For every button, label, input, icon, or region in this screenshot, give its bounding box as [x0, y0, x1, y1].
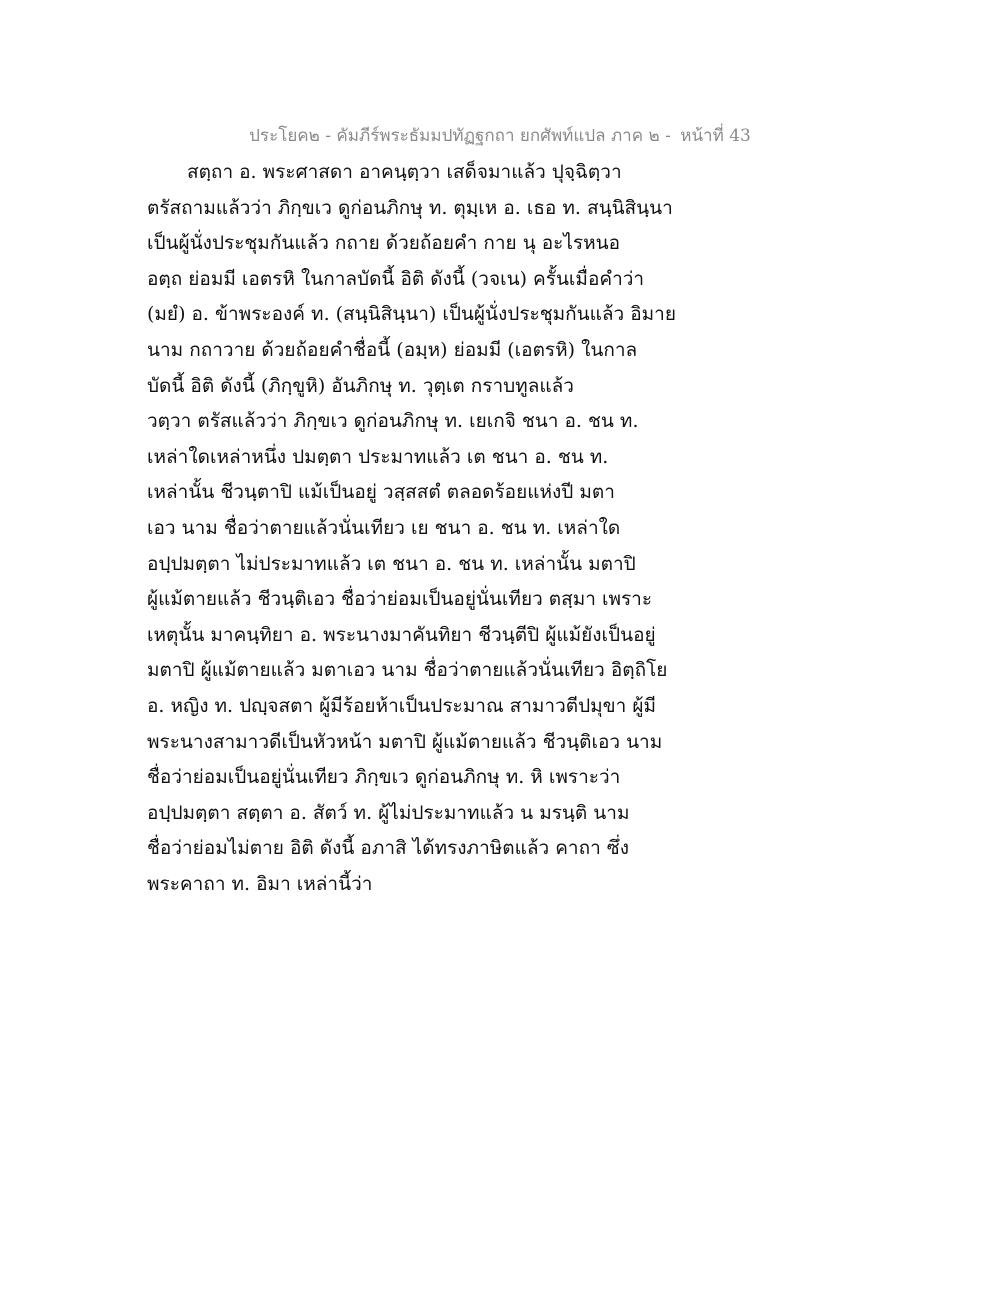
text-line: ตรัสถามแล้วว่า ภิกฺขเว ดูก่อนภิกษุ ท. ตุมฺเห อ. เธอ ท. สนฺนิสินฺนา: [147, 196, 673, 219]
text-line: (มยํ) อ. ข้าพระองค์ ท. (สนฺนิสินฺนา) เป็นผู้นั่งประชุมกันแล้ว อิมาย: [147, 303, 676, 326]
text-line: ชื่อว่าย่อมไม่ตาย อิติ ดังนี้ อภาสิ ได้ทรงภาษิตแล้ว คาถา ซึ่ง: [147, 837, 629, 860]
text-line: เหล่าใดเหล่าหนึ่ง ปมตฺตา ประมาทแล้ว เต ชนา อ. ชน ท.: [147, 445, 609, 468]
text-line: เหตุนั้น มาคนฺทิยา อ. พระนางมาคันทิยา ชีวนฺตีปิ ผู้แม้ยังเป็นอยู่: [147, 623, 656, 646]
page-number: หน้าที่ 43: [680, 126, 751, 146]
text-line: อ. หญิง ท. ปญฺจสตา ผู้มีร้อยห้าเป็นประมาณ สามาวตีปมุขา ผู้มี: [147, 694, 657, 717]
text-line: อปฺปมตฺตา สตฺตา อ. สัตว์ ท. ผู้ไม่ประมาทแล้ว น มรนฺติ นาม: [147, 801, 630, 824]
text-line: พระคาถา ท. อิมา เหล่านี้ว่า: [147, 872, 373, 895]
text-line: เหล่านั้น ชีวนฺตาปิ แม้เป็นอยู่ วสฺสสตํ ตลอดร้อยแห่งปี มตา: [147, 481, 615, 504]
text-line: เอว นาม ชื่อว่าตายแล้วนั่นเทียว เย ชนา อ. ชน ท. เหล่าใด: [147, 516, 621, 539]
text-line: สตฺถา อ. พระศาสดา อาคนฺตฺวา เสด็จมาแล้ว ปุจฺฉิตฺวา: [187, 161, 622, 183]
text-line: พระนางสามาวดีเป็นหัวหน้า มตาปิ ผู้แม้ตายแล้ว ชีวนฺติเอว นาม: [147, 730, 663, 753]
text-line: ชื่อว่าย่อมเป็นอยู่นั่นเทียว ภิกฺขเว ดูก่อนภิกษุ ท. หิ เพราะว่า: [147, 766, 621, 789]
text-line: วตฺวา ตรัสแล้วว่า ภิกฺขเว ดูก่อนภิกษุ ท. เยเกจิ ชนา อ. ชน ท.: [147, 410, 639, 433]
body-text: [147, 155, 707, 902]
text-line: เป็นผู้นั่งประชุมกันแล้ว กถาย ด้วยถ้อยคำ กาย นุ อะไรหนอ: [147, 232, 621, 255]
header-title: ประโยค๒ - คัมภีร์พระธัมมปทัฏฐกถา ยกศัพท์แปล ภาค ๒ -: [249, 126, 671, 146]
text-line: มตาปิ ผู้แม้ตายแล้ว มตาเอว นาม ชื่อว่าตายแล้วนั่นเทียว อิตฺถิโย: [147, 659, 668, 682]
page-header: [0, 122, 1000, 149]
text-line: บัดนี้ อิติ ดังนี้ (ภิกฺขูหิ) อันภิกษุ ท. วุตฺเต กราบทูลแล้ว: [147, 374, 574, 397]
text-line: นาม กถาวาย ด้วยถ้อยคำชื่อนี้ (อมฺห) ย่อมมี (เอตรหิ) ในกาล: [147, 338, 638, 361]
text-line: อปฺปมตฺตา ไม่ประมาทแล้ว เต ชนา อ. ชน ท. เหล่านั้น มตาปิ: [147, 552, 636, 575]
text-line: ผู้แม้ตายแล้ว ชีวนฺติเอว ชื่อว่าย่อมเป็นอยู่นั่นเทียว ตสฺมา เพราะ: [147, 588, 653, 611]
text-line: อตฺถ ย่อมมี เอตรหิ ในกาลบัดนี้ อิติ ดังนี้ (วจเน) ครั้นเมื่อคำว่า: [147, 267, 645, 290]
